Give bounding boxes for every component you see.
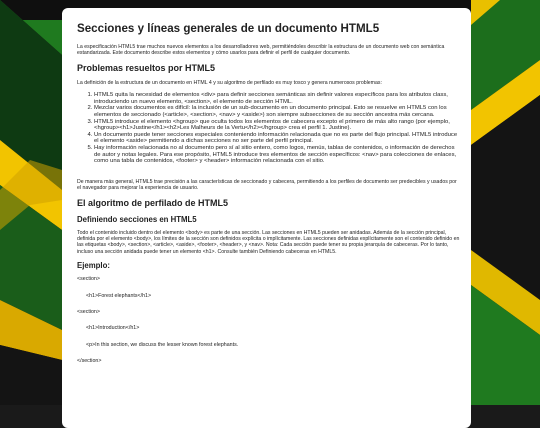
list-item: 5. Hay información relacionada no al documento pero sí al sitio entero, como logos, menús, tablas de contenidos, o información de derechos de autor y notas legales. Para ese propósito, HTML5 introduce tres elementos de sección específicos: <nav> para colecciones de enlaces, como una tabla de contenidos, <footer> y <header> información relacionada con el sitio. — [94, 145, 460, 165]
subsection-heading-defining: Definiendo secciones en HTML5 — [77, 214, 197, 224]
code-line: <p>In this section, we discuss the lesser known forest elephants. — [86, 341, 239, 348]
list-item: 4. Un documento puede tener secciones especiales conteniendo información relacionada que no es parte del flujo principal. HTML5 introduce el elemento <aside> permitiendo a dichas secciones no ser parte del perfil principal. — [94, 132, 460, 145]
intro-paragraph: La especificación HTML5 trae muchos nuevos elementos a los desarrolladores web, permitiéndoles describir la estructura de un documento web con semántica estandarizada. Este documento describe estos elementos y cómo usarlos para definir el perfil de cualquier documento. — [77, 44, 445, 57]
problems-paragraph: La definición de la estructura de un documento en HTML 4 y su algoritmo de perfilado es muy tosco y genera numerosos problemas: — [77, 79, 382, 86]
list-item: 2. Mezclar varios documentos es difícil: la inclusión de un sub-documento en un documento principal. Esto se resuelve en HTML5 con los elementos de seccionado (<article>, <section>, <nav> y <aside>) son siempre subsecciones de su sección ancestra más cercana. — [94, 105, 460, 118]
code-line: <h1>Forest elephants</h1> — [86, 292, 152, 299]
list-item: 1. HTML5 quita la necesidad de elementos <div> para definir secciones semánticas sin definir valores específicos para los atributos class, introduciendo un nuevo elemento, <section>, el elemento de sección HTML. — [94, 92, 460, 105]
code-example — [77, 276, 460, 364]
code-line: <section> — [77, 309, 100, 315]
code-line: <h1>Introduction</h1> — [86, 325, 140, 332]
example-heading: Ejemplo: — [77, 261, 110, 271]
section-heading-algorithm: El algoritmo de perfilado de HTML5 — [77, 197, 229, 208]
section-heading-problems: Problemas resueltos por HTML5 — [77, 62, 216, 73]
page-title: Secciones y líneas generales de un documento HTML5 — [77, 22, 380, 35]
spacer — [77, 165, 460, 179]
problems-list — [77, 92, 460, 165]
list-item: 3. HTML5 introduce el elemento <hgroup> que oculta todos los elementos de cabecera excepto el primero de más alto rango (por ejemplo, <hgroup><h1>Justine</h1><h2>Les Malheurs de la Vertu</h2></hgroup> crea el perfil 1. Justine). — [94, 119, 460, 132]
code-line: </section> — [77, 358, 102, 365]
article-page — [62, 8, 471, 428]
code-line: <section> — [77, 276, 100, 283]
algorithm-paragraph: Todo el contenido incluido dentro del elemento <body> es parte de una sección. Las secciones en HTML5 pueden ser anidadas. Además de la sección principal, definida por el elemento <body>, los límites de la sección son definidos explícita o implícitamente. Las secciones definidas explícitamente son el contenido definido en las etiquetas <body>, <section>, <article>, <aside>, <footer>, <header>, y <nav>. Nota: Cada sección puede tener su propia jerarquía de cabeceras. Por lo tanto, incluso una sección anidada puede tener un elemento <h1>. Consulte también Definiendo cabeceras en HTML5. — [77, 229, 460, 255]
summary-paragraph: De manera más general, HTML5 trae precisión a las características de seccionado y cabecera, permitiendo a los perfiles de documento ser predecibles y usados por el navegador para mejorar la experiencia de usuario. — [77, 178, 457, 192]
